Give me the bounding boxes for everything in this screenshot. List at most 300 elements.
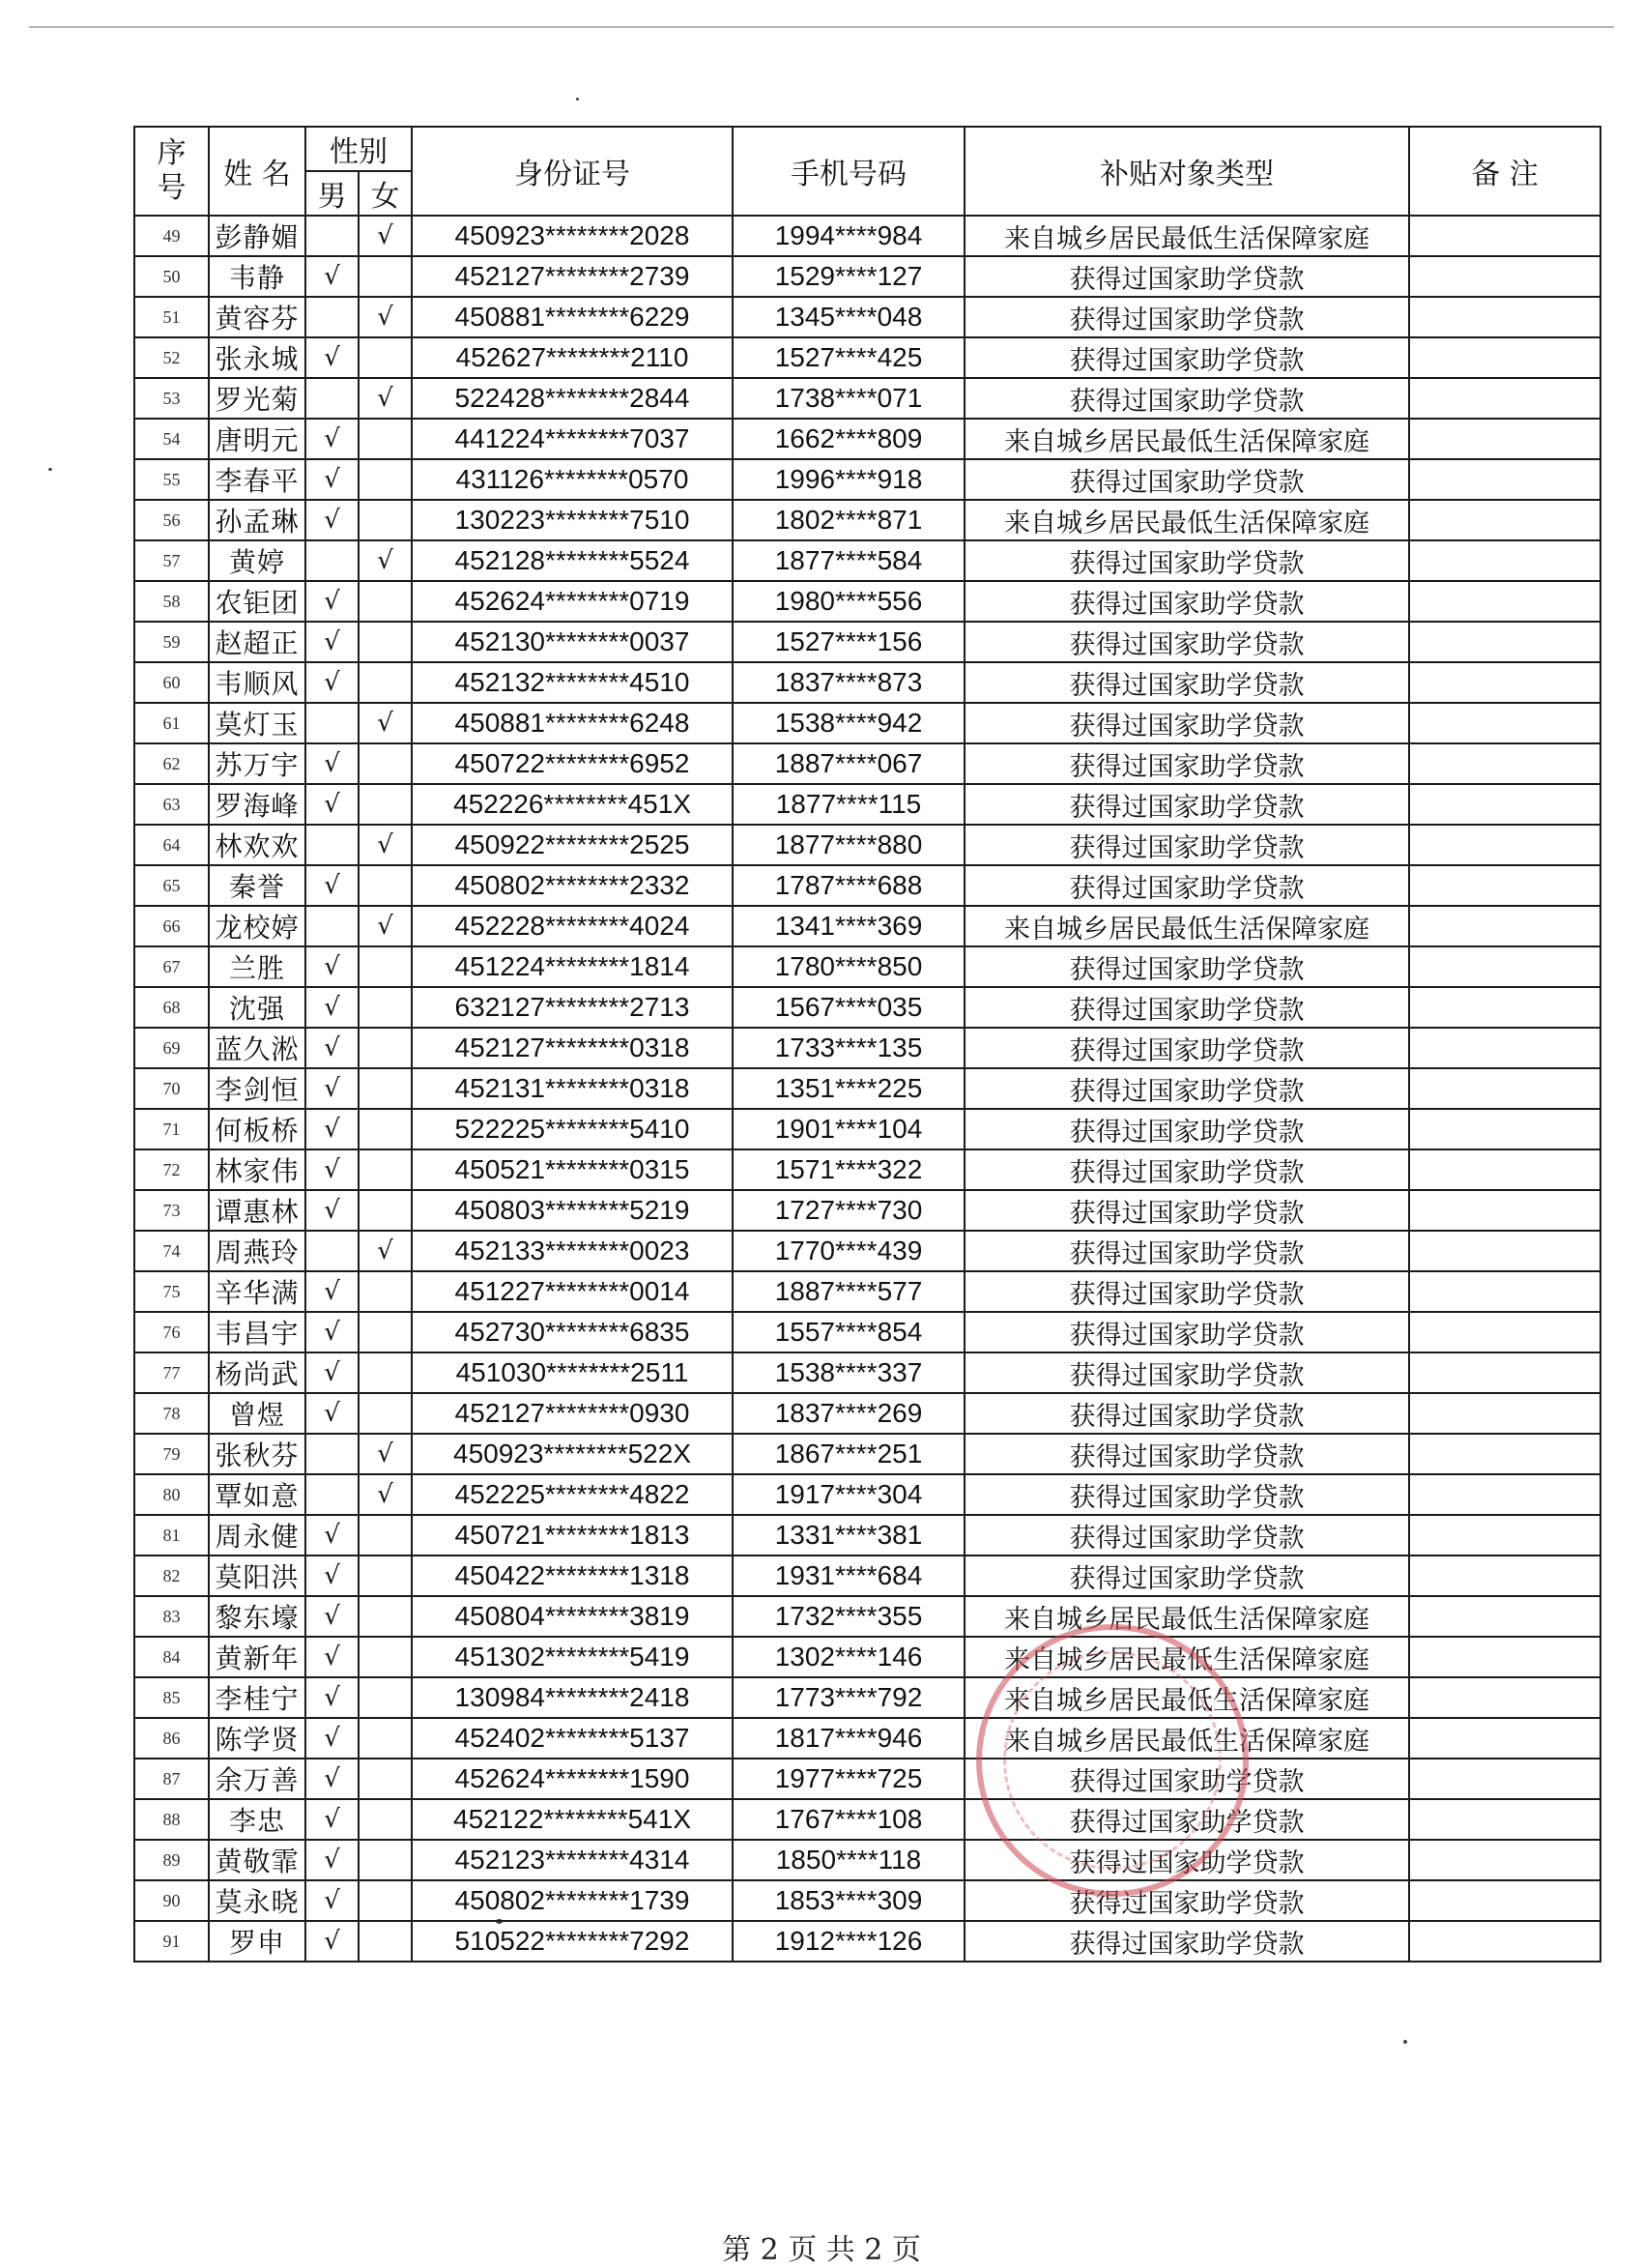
male-check-cell (305, 1434, 359, 1474)
phone-cell: 1727****730 (733, 1190, 965, 1231)
seq-cell: 80 (134, 1474, 209, 1515)
table-row (134, 1190, 1600, 1231)
seq-cell: 66 (134, 906, 209, 946)
phone-cell: 1877****880 (733, 825, 965, 865)
subsidy-type-cell: 获得过国家助学贷款 (965, 1474, 1409, 1515)
female-check-cell: √ (359, 1231, 412, 1271)
id-number-cell: 452627********2110 (412, 337, 733, 378)
id-number-cell: 452122********541X (412, 1799, 733, 1840)
id-number-cell: 510522********7292 (412, 1921, 733, 1962)
remark-cell (1409, 1352, 1600, 1393)
subsidy-type-cell: 获得过国家助学贷款 (965, 1312, 1409, 1352)
seq-cell: 89 (134, 1840, 209, 1880)
female-check-cell (359, 1312, 412, 1352)
phone-cell: 1780****850 (733, 946, 965, 987)
female-check-cell (359, 1393, 412, 1434)
name-cell: 覃如意 (209, 1474, 305, 1515)
seq-cell: 85 (134, 1677, 209, 1718)
seq-cell: 60 (134, 662, 209, 703)
name-cell: 沈强 (209, 987, 305, 1028)
female-check-cell (359, 337, 412, 378)
seq-cell: 90 (134, 1880, 209, 1921)
phone-cell: 1912****126 (733, 1921, 965, 1962)
phone-cell: 1351****225 (733, 1068, 965, 1109)
name-cell: 秦誉 (209, 865, 305, 906)
remark-cell (1409, 1596, 1600, 1637)
name-cell: 何板桥 (209, 1109, 305, 1149)
phone-cell: 1877****115 (733, 784, 965, 825)
subsidy-type-cell: 获得过国家助学贷款 (965, 784, 1409, 825)
seq-cell: 67 (134, 946, 209, 987)
table-row (134, 622, 1600, 662)
seq-cell: 91 (134, 1921, 209, 1962)
seq-cell: 81 (134, 1515, 209, 1556)
name-cell: 莫永晓 (209, 1880, 305, 1921)
seq-cell: 88 (134, 1799, 209, 1840)
seq-cell: 59 (134, 622, 209, 662)
table-row (134, 1393, 1600, 1434)
name-cell: 黎东壕 (209, 1596, 305, 1637)
female-check-cell (359, 581, 412, 622)
phone-cell: 1662****809 (733, 419, 965, 459)
remark-cell (1409, 987, 1600, 1028)
table-row (134, 825, 1600, 865)
table-row (134, 1352, 1600, 1393)
scan-speck (48, 468, 52, 471)
id-number-cell: 450881********6229 (412, 297, 733, 337)
female-check-cell: √ (359, 378, 412, 419)
remark-cell (1409, 459, 1600, 500)
subsidy-type-cell: 获得过国家助学贷款 (965, 1352, 1409, 1393)
male-check-cell: √ (305, 459, 359, 500)
female-check-cell (359, 1880, 412, 1921)
id-number-cell: 452131********0318 (412, 1068, 733, 1109)
subsidy-type-cell: 来自城乡居民最低生活保障家庭 (965, 1637, 1409, 1677)
remark-cell (1409, 1068, 1600, 1109)
table-row (134, 1231, 1600, 1271)
name-cell: 黄容芬 (209, 297, 305, 337)
remark-cell (1409, 1799, 1600, 1840)
phone-cell: 1557****854 (733, 1312, 965, 1352)
name-cell: 李桂宁 (209, 1677, 305, 1718)
male-check-cell: √ (305, 946, 359, 987)
male-check-cell: √ (305, 500, 359, 540)
subsidy-type-cell: 获得过国家助学贷款 (965, 540, 1409, 581)
male-check-cell: √ (305, 987, 359, 1028)
phone-cell: 1527****156 (733, 622, 965, 662)
name-cell: 赵超正 (209, 622, 305, 662)
seq-cell: 86 (134, 1718, 209, 1759)
id-number-cell: 130984********2418 (412, 1677, 733, 1718)
remark-cell (1409, 825, 1600, 865)
table-row (134, 1271, 1600, 1312)
seq-cell: 70 (134, 1068, 209, 1109)
table-row (134, 1596, 1600, 1637)
male-check-cell: √ (305, 1637, 359, 1677)
name-cell: 林家伟 (209, 1149, 305, 1190)
female-check-cell (359, 865, 412, 906)
id-number-cell: 452730********6835 (412, 1312, 733, 1352)
subsidy-roster-table (133, 126, 1601, 1963)
remark-cell (1409, 581, 1600, 622)
female-check-cell: √ (359, 540, 412, 581)
male-check-cell: √ (305, 1028, 359, 1068)
id-number-cell: 522428********2844 (412, 378, 733, 419)
remark-cell (1409, 378, 1600, 419)
name-cell: 罗光菊 (209, 378, 305, 419)
table-row (134, 1880, 1600, 1921)
female-check-cell (359, 1190, 412, 1231)
header-subsidy-type: 补贴对象类型 (965, 127, 1409, 216)
table-row (134, 1515, 1600, 1556)
subsidy-type-cell: 获得过国家助学贷款 (965, 1515, 1409, 1556)
subsidy-type-cell: 获得过国家助学贷款 (965, 297, 1409, 337)
seq-cell: 55 (134, 459, 209, 500)
subsidy-type-cell: 获得过国家助学贷款 (965, 1393, 1409, 1434)
male-check-cell: √ (305, 581, 359, 622)
name-cell: 蓝久淞 (209, 1028, 305, 1068)
phone-cell: 1538****942 (733, 703, 965, 743)
seq-cell: 49 (134, 216, 209, 256)
remark-cell (1409, 1109, 1600, 1149)
phone-cell: 1931****684 (733, 1556, 965, 1596)
male-check-cell: √ (305, 1596, 359, 1637)
seq-cell: 51 (134, 297, 209, 337)
phone-cell: 1853****309 (733, 1880, 965, 1921)
id-number-cell: 450803********5219 (412, 1190, 733, 1231)
id-number-cell: 450923********522X (412, 1434, 733, 1474)
subsidy-type-cell: 获得过国家助学贷款 (965, 1799, 1409, 1840)
male-check-cell: √ (305, 419, 359, 459)
female-check-cell (359, 1596, 412, 1637)
name-cell: 黄新年 (209, 1637, 305, 1677)
subsidy-type-cell: 获得过国家助学贷款 (965, 865, 1409, 906)
header-remark: 备 注 (1409, 127, 1600, 216)
phone-cell: 1887****577 (733, 1271, 965, 1312)
remark-cell (1409, 784, 1600, 825)
id-number-cell: 452228********4024 (412, 906, 733, 946)
subsidy-type-cell: 获得过国家助学贷款 (965, 743, 1409, 784)
female-check-cell (359, 500, 412, 540)
table-row (134, 581, 1600, 622)
id-number-cell: 452128********5524 (412, 540, 733, 581)
id-number-cell: 452624********0719 (412, 581, 733, 622)
remark-cell (1409, 1231, 1600, 1271)
table-row (134, 1921, 1600, 1962)
male-check-cell: √ (305, 1759, 359, 1799)
female-check-cell (359, 1515, 412, 1556)
scan-speck (1403, 2040, 1407, 2044)
seq-cell: 83 (134, 1596, 209, 1637)
name-cell: 兰胜 (209, 946, 305, 987)
remark-cell (1409, 1840, 1600, 1880)
scan-edge-line (29, 26, 1614, 28)
female-check-cell (359, 1677, 412, 1718)
id-number-cell: 450721********1813 (412, 1515, 733, 1556)
table-row (134, 946, 1600, 987)
phone-cell: 1996****918 (733, 459, 965, 500)
remark-cell (1409, 1271, 1600, 1312)
remark-cell (1409, 419, 1600, 459)
male-check-cell: √ (305, 865, 359, 906)
phone-cell: 1977****725 (733, 1759, 965, 1799)
female-check-cell (359, 1637, 412, 1677)
name-cell: 莫灯玉 (209, 703, 305, 743)
phone-cell: 1802****871 (733, 500, 965, 540)
phone-cell: 1341****369 (733, 906, 965, 946)
subsidy-type-cell: 获得过国家助学贷款 (965, 622, 1409, 662)
male-check-cell (305, 1474, 359, 1515)
subsidy-type-cell: 来自城乡居民最低生活保障家庭 (965, 216, 1409, 256)
male-check-cell: √ (305, 784, 359, 825)
subsidy-type-cell: 获得过国家助学贷款 (965, 337, 1409, 378)
id-number-cell: 450422********1318 (412, 1556, 733, 1596)
male-check-cell: √ (305, 1190, 359, 1231)
table-row (134, 256, 1600, 297)
phone-cell: 1571****322 (733, 1149, 965, 1190)
subsidy-type-cell: 获得过国家助学贷款 (965, 1109, 1409, 1149)
table-row (134, 500, 1600, 540)
id-number-cell: 452402********5137 (412, 1718, 733, 1759)
remark-cell (1409, 1637, 1600, 1677)
female-check-cell (359, 987, 412, 1028)
id-number-cell: 452132********4510 (412, 662, 733, 703)
phone-cell: 1538****337 (733, 1352, 965, 1393)
name-cell: 余万善 (209, 1759, 305, 1799)
id-number-cell: 451302********5419 (412, 1637, 733, 1677)
header-male: 男 (305, 171, 359, 216)
seq-cell: 63 (134, 784, 209, 825)
phone-cell: 1817****946 (733, 1718, 965, 1759)
name-cell: 周燕玲 (209, 1231, 305, 1271)
subsidy-type-cell: 获得过国家助学贷款 (965, 703, 1409, 743)
remark-cell (1409, 1393, 1600, 1434)
remark-cell (1409, 1474, 1600, 1515)
male-check-cell: √ (305, 1880, 359, 1921)
id-number-cell: 452123********4314 (412, 1840, 733, 1880)
id-number-cell: 522225********5410 (412, 1109, 733, 1149)
phone-cell: 1738****071 (733, 378, 965, 419)
female-check-cell: √ (359, 703, 412, 743)
scan-speck (576, 98, 579, 101)
name-cell: 韦顺风 (209, 662, 305, 703)
male-check-cell: √ (305, 1271, 359, 1312)
table-row (134, 297, 1600, 337)
male-check-cell (305, 297, 359, 337)
seq-cell: 61 (134, 703, 209, 743)
female-check-cell (359, 1556, 412, 1596)
name-cell: 苏万宇 (209, 743, 305, 784)
female-check-cell (359, 1759, 412, 1799)
table-row (134, 1556, 1600, 1596)
remark-cell (1409, 1515, 1600, 1556)
subsidy-type-cell: 获得过国家助学贷款 (965, 1840, 1409, 1880)
name-cell: 林欢欢 (209, 825, 305, 865)
remark-cell (1409, 662, 1600, 703)
name-cell: 陈学贤 (209, 1718, 305, 1759)
subsidy-type-cell: 来自城乡居民最低生活保障家庭 (965, 419, 1409, 459)
id-number-cell: 431126********0570 (412, 459, 733, 500)
male-check-cell (305, 378, 359, 419)
name-cell: 唐明元 (209, 419, 305, 459)
id-number-cell: 452133********0023 (412, 1231, 733, 1271)
female-check-cell (359, 1352, 412, 1393)
subsidy-type-cell: 获得过国家助学贷款 (965, 1028, 1409, 1068)
male-check-cell: √ (305, 662, 359, 703)
female-check-cell (359, 1149, 412, 1190)
female-check-cell (359, 1799, 412, 1840)
female-check-cell (359, 743, 412, 784)
female-check-cell (359, 662, 412, 703)
id-number-cell: 450881********6248 (412, 703, 733, 743)
phone-cell: 1994****984 (733, 216, 965, 256)
subsidy-type-cell: 获得过国家助学贷款 (965, 1880, 1409, 1921)
remark-cell (1409, 1028, 1600, 1068)
id-number-cell: 441224********7037 (412, 419, 733, 459)
name-cell: 农钜团 (209, 581, 305, 622)
male-check-cell: √ (305, 256, 359, 297)
male-check-cell: √ (305, 1799, 359, 1840)
subsidy-type-cell: 获得过国家助学贷款 (965, 1556, 1409, 1596)
remark-cell (1409, 1556, 1600, 1596)
female-check-cell: √ (359, 1434, 412, 1474)
name-cell: 李忠 (209, 1799, 305, 1840)
table-row (134, 1149, 1600, 1190)
male-check-cell (305, 906, 359, 946)
remark-cell (1409, 1190, 1600, 1231)
seq-cell: 65 (134, 865, 209, 906)
table-row (134, 419, 1600, 459)
table-row (134, 337, 1600, 378)
phone-cell: 1917****304 (733, 1474, 965, 1515)
seq-cell: 50 (134, 256, 209, 297)
phone-cell: 1901****104 (733, 1109, 965, 1149)
subsidy-type-cell: 获得过国家助学贷款 (965, 1759, 1409, 1799)
table-row (134, 540, 1600, 581)
male-check-cell: √ (305, 1312, 359, 1352)
roster-body (134, 216, 1600, 1962)
name-cell: 韦静 (209, 256, 305, 297)
page-footer: 第 2 页 共 2 页 (722, 2233, 921, 2267)
female-check-cell (359, 459, 412, 500)
phone-cell: 1345****048 (733, 297, 965, 337)
seq-cell: 52 (134, 337, 209, 378)
female-check-cell (359, 1921, 412, 1962)
phone-cell: 1980****556 (733, 581, 965, 622)
seq-cell: 58 (134, 581, 209, 622)
seq-cell: 87 (134, 1759, 209, 1799)
remark-cell (1409, 256, 1600, 297)
table-row (134, 1068, 1600, 1109)
female-check-cell (359, 784, 412, 825)
table-row (134, 662, 1600, 703)
male-check-cell: √ (305, 1556, 359, 1596)
remark-cell (1409, 906, 1600, 946)
phone-cell: 1733****135 (733, 1028, 965, 1068)
table-row (134, 1759, 1600, 1799)
subsidy-type-cell: 来自城乡居民最低生活保障家庭 (965, 1677, 1409, 1718)
name-cell: 张秋芬 (209, 1434, 305, 1474)
subsidy-type-cell: 来自城乡居民最低生活保障家庭 (965, 1596, 1409, 1637)
female-check-cell: √ (359, 1474, 412, 1515)
name-cell: 韦昌宇 (209, 1312, 305, 1352)
remark-cell (1409, 216, 1600, 256)
seq-cell: 56 (134, 500, 209, 540)
header-gender: 性别 (305, 127, 412, 171)
remark-cell (1409, 1434, 1600, 1474)
male-check-cell (305, 703, 359, 743)
male-check-cell: √ (305, 1149, 359, 1190)
subsidy-type-cell: 获得过国家助学贷款 (965, 1149, 1409, 1190)
table-row (134, 987, 1600, 1028)
male-check-cell: √ (305, 1718, 359, 1759)
phone-cell: 1302****146 (733, 1637, 965, 1677)
subsidy-type-cell: 获得过国家助学贷款 (965, 662, 1409, 703)
table-row (134, 378, 1600, 419)
male-check-cell: √ (305, 337, 359, 378)
subsidy-type-cell: 获得过国家助学贷款 (965, 1271, 1409, 1312)
subsidy-type-cell: 获得过国家助学贷款 (965, 459, 1409, 500)
female-check-cell: √ (359, 825, 412, 865)
table-row (134, 1799, 1600, 1840)
subsidy-type-cell: 获得过国家助学贷款 (965, 1231, 1409, 1271)
seq-cell: 64 (134, 825, 209, 865)
id-number-cell: 450722********6952 (412, 743, 733, 784)
seq-cell: 84 (134, 1637, 209, 1677)
id-number-cell: 450802********1739 (412, 1880, 733, 1921)
name-cell: 莫阳洪 (209, 1556, 305, 1596)
seq-cell: 53 (134, 378, 209, 419)
header-seq: 序号 (134, 127, 209, 216)
header-name: 姓 名 (209, 127, 305, 216)
table-row (134, 1312, 1600, 1352)
subsidy-type-cell: 获得过国家助学贷款 (965, 946, 1409, 987)
id-number-cell: 450804********3819 (412, 1596, 733, 1637)
remark-cell (1409, 1312, 1600, 1352)
name-cell: 周永健 (209, 1515, 305, 1556)
subsidy-type-cell: 来自城乡居民最低生活保障家庭 (965, 906, 1409, 946)
phone-cell: 1887****067 (733, 743, 965, 784)
remark-cell (1409, 297, 1600, 337)
id-number-cell: 452127********0318 (412, 1028, 733, 1068)
seq-cell: 75 (134, 1271, 209, 1312)
male-check-cell: √ (305, 1352, 359, 1393)
name-cell: 黄敬霏 (209, 1840, 305, 1880)
phone-cell: 1837****873 (733, 662, 965, 703)
remark-cell (1409, 1921, 1600, 1962)
phone-cell: 1877****584 (733, 540, 965, 581)
id-number-cell: 450923********2028 (412, 216, 733, 256)
female-check-cell (359, 1271, 412, 1312)
name-cell: 杨尚武 (209, 1352, 305, 1393)
name-cell: 李春平 (209, 459, 305, 500)
seq-cell: 74 (134, 1231, 209, 1271)
table-row (134, 216, 1600, 256)
subsidy-type-cell: 获得过国家助学贷款 (965, 378, 1409, 419)
male-check-cell: √ (305, 1393, 359, 1434)
header-female: 女 (359, 171, 412, 216)
id-number-cell: 452226********451X (412, 784, 733, 825)
seq-cell: 57 (134, 540, 209, 581)
id-number-cell: 450802********2332 (412, 865, 733, 906)
table-row (134, 459, 1600, 500)
name-cell: 龙校婷 (209, 906, 305, 946)
name-cell: 李剑恒 (209, 1068, 305, 1109)
phone-cell: 1837****269 (733, 1393, 965, 1434)
male-check-cell (305, 216, 359, 256)
seq-cell: 68 (134, 987, 209, 1028)
remark-cell (1409, 865, 1600, 906)
